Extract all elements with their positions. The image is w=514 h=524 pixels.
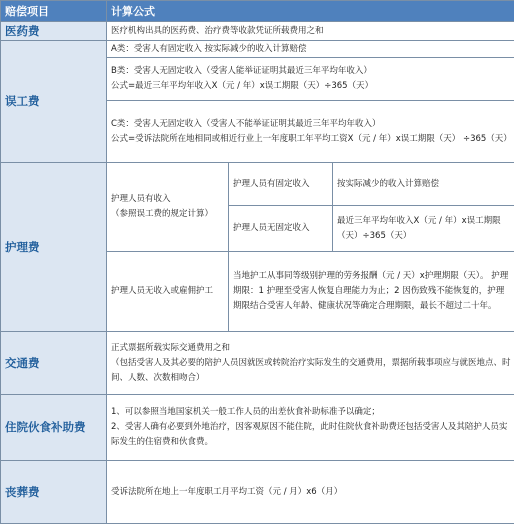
header-formula: 计算公式 [107, 1, 514, 22]
funeral-label: 丧葬费 [1, 461, 107, 524]
nursing-nonfixed-label: 护理人员无固定收入 [229, 206, 333, 252]
nursing-hired-rule: 当地护工从事同等级别护理的劳务报酬（元 / 天）x护理期限（天）。 护理期限：1 护理至受害人恢复自理能力为止；2 因伤致残不能恢复的，护理期限结合受害人年龄、健康状况等确定合理期限，最长不超过二十年。 [229, 252, 514, 332]
nursing-nonfixed-rule: 最近三年平均年收入Ⅹ（元 / 年）x误工期限（天）÷365（天） [333, 206, 514, 252]
nursing-label: 护理费 [1, 163, 107, 332]
lost-wages-type-b-formula: 公式=最近三年平均年收入Ⅹ（元 / 年）x误工期限（天）÷365（天） [111, 81, 374, 91]
transport-line-1: 正式票据所载实际交通费用之和 [111, 342, 231, 353]
hospital-food-formula [107, 395, 514, 461]
transport-formula [107, 332, 514, 395]
nursing-has-income-note: （参照误工费的规定计算） [111, 209, 214, 219]
lost-wages-type-a: A类：受害人有固定收入 按实际减少的收入计算赔偿 [107, 41, 514, 58]
lost-wages-type-c-formula: 公式=受诉法院所在地相同或相近行业上一年度职工年平均工资Ⅹ（元 / 年）x误工期限（天） ÷365（天） [111, 133, 512, 144]
medical-label: 医药费 [1, 22, 107, 41]
hospital-food-line-2: 2、受害人确有必要到外地治疗，因客观原因不能住院，此时住院伙食补助费还包括受害人及其陪护人员实际发生的住宿费和伙食费。 [111, 422, 508, 447]
header-item: 赔偿项目 [1, 1, 107, 22]
table-row [1, 163, 514, 206]
table-row [1, 41, 514, 58]
nursing-has-income-label: 护理人员有收入 [111, 194, 171, 204]
transport-line-2: （包括受害人及其必要的陪护人员因就医或转院治疗实际发生的交通费用，票据所载事项应与就医地点、时间、人数、次数相吻合） [111, 357, 511, 383]
table-row [1, 332, 514, 395]
table-row [1, 395, 514, 461]
transport-label: 交通费 [1, 332, 107, 395]
lost-wages-type-b [107, 58, 514, 101]
lost-wages-type-b-desc: B类：受害人无固定收入（受害人能举证证明其最近三年平均年收入） [111, 66, 372, 76]
funeral-formula: 受诉法院所在地上一年度职工月平均工资（元 / 月）x6（月） [107, 461, 514, 524]
table-row [1, 22, 514, 41]
medical-formula: 医疗机构出具的医药费、治疗费等收款凭证所载费用之和 [107, 22, 514, 41]
lost-wages-type-c-desc: C类：受害人无固定收入（受害人不能举证证明其最近三年平均年收入） [111, 118, 381, 129]
table-header-row [1, 1, 514, 22]
hospital-food-label: 住院伙食补助费 [1, 395, 107, 461]
lost-wages-type-c [107, 101, 514, 163]
nursing-has-income [107, 163, 229, 252]
table-row [1, 461, 514, 524]
nursing-hired-label: 护理人员无收入或雇佣护工 [107, 252, 229, 332]
nursing-fixed-label: 护理人员有固定收入 [229, 163, 333, 206]
nursing-fixed-rule: 按实际减少的收入计算赔偿 [333, 163, 514, 206]
lost-wages-label: 误工费 [1, 41, 107, 163]
hospital-food-line-1: 1、可以参照当地国家机关一般工作人员的出差伙食补助标准予以确定； [111, 407, 380, 417]
